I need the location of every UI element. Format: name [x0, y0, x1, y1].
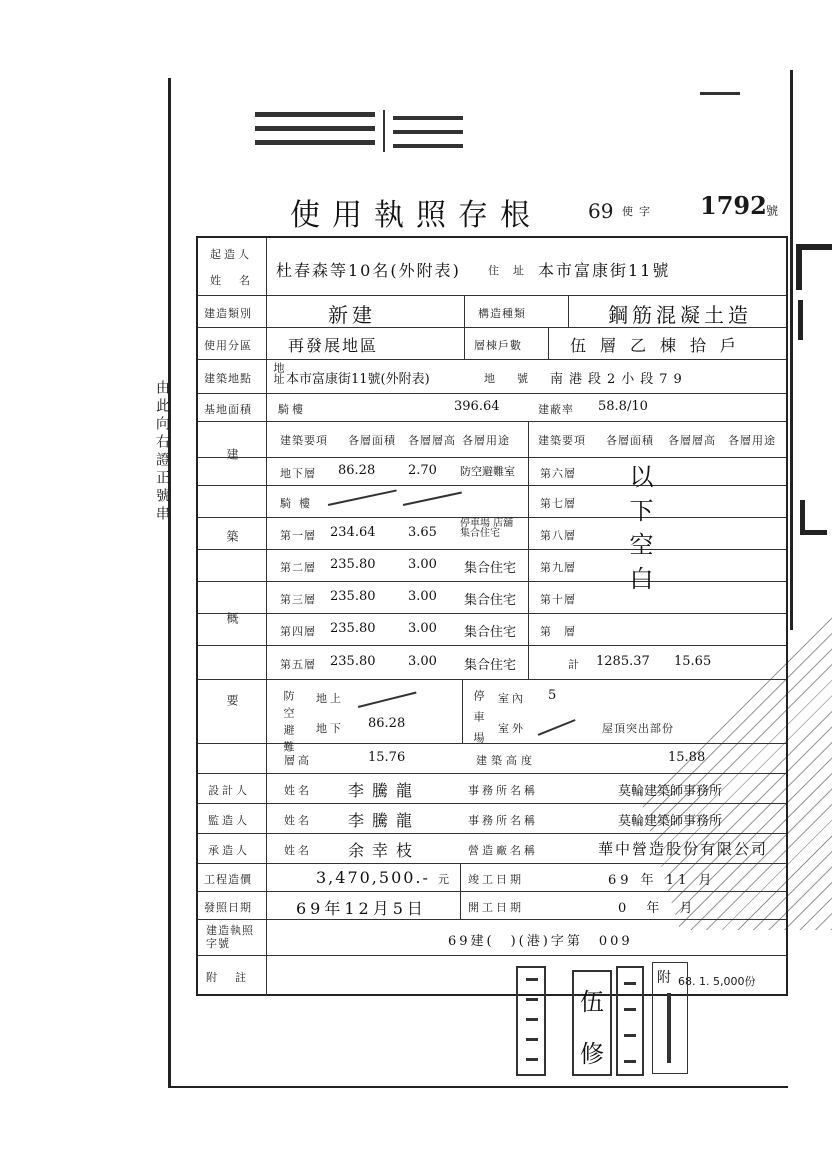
stamp-char-xiu: 修 — [580, 1040, 604, 1068]
suffix-char: 號 — [766, 204, 779, 218]
vertical-stamp-left — [516, 966, 546, 1076]
build-type-value: 新建 — [328, 303, 376, 327]
floor-height: 15.76 — [368, 750, 406, 765]
row-base-area: 基地面積 騎樓 396.64 建蔽率 58.8/10 — [198, 394, 786, 422]
row-site: 建築地點 地址 本市富康街11號(外附表) 地號 南港段2小段79 — [198, 360, 786, 394]
blank-below-note: 以下空白 — [625, 464, 653, 600]
prefix-char: 使字 — [622, 205, 656, 218]
builder-address: 本市富康街11號 — [538, 261, 671, 280]
supervisor-firm: 莫輪建築師事務所 — [618, 814, 723, 829]
form-title: 使用執照存根 — [290, 198, 542, 233]
contractor-name: 余幸枝 — [348, 841, 421, 860]
row-contractor: 承造人 姓名 余幸枝 營造廠名稱 華中營造股份有限公司 — [198, 834, 786, 864]
row-height: 層高 15.76 建築高度 15.88 — [198, 744, 786, 774]
group-label: 建築概要 — [225, 448, 239, 776]
row-basement: 地下層 86.28 2.70 防空避難室 第六層 — [198, 458, 786, 486]
page-bottom-border — [168, 1086, 788, 1088]
scan-mark — [700, 92, 740, 95]
row-cost: 工程造價 3,470,500.- 元 竣工日期 69 年 11 月 — [198, 864, 786, 892]
site-address: 本市富康街11號(外附表) — [286, 372, 430, 387]
vertical-stamp-mid — [616, 966, 644, 1076]
row-attic: 騎樓 第七層 — [198, 486, 786, 518]
row-floor-3: 第三層 235.80 3.00 集合住宅 第十層 — [198, 582, 786, 614]
row-column-headers: 建築要項 各層面積 各層層高 各層用途 建築要項 各層面積 各層層高 各層用途 — [198, 422, 786, 458]
seal-char: 附 — [657, 970, 671, 986]
row-supervisor: 監造人 姓名 李騰龍 事務所名稱 莫輪建築師事務所 — [198, 804, 786, 834]
stamp-char-wu: 伍 — [580, 988, 604, 1016]
row-floor-2: 第二層 235.80 3.00 集合住宅 第九層 — [198, 550, 786, 582]
finish-date: 69 年 11 月 — [608, 873, 716, 888]
right-margin-mark-2 — [798, 300, 829, 340]
supervisor-name: 李騰龍 — [348, 811, 421, 830]
row-builder: 起造人 姓名 杜春森等10名(外附表) 住址 本市富康街11號 — [198, 238, 786, 296]
total-area: 1285.37 — [596, 654, 650, 669]
right-margin-mark-1 — [796, 244, 832, 290]
row-floor-5: 第五層 235.80 3.00 集合住宅 計 1285.37 15.65 — [198, 646, 786, 680]
right-border — [790, 70, 793, 630]
coverage-value: 58.8/10 — [598, 399, 648, 414]
row-zone: 使用分區 再發展地區 層棟戶數 伍層乙棟拾戶 — [198, 328, 786, 360]
start-date: 0 年 月 — [618, 901, 701, 916]
left-margin-text: 由此向右證正號串 — [154, 380, 170, 524]
builder-name: 杜春森等10名(外附表) — [276, 261, 461, 280]
right-margin-mark-3 — [800, 500, 827, 535]
wu-xiu-stamp — [572, 970, 612, 1076]
print-run-note: 68. 1. 5,000份 — [678, 975, 756, 988]
serial-number: 1792 — [700, 191, 767, 220]
cost-value: 3,470,500.- — [316, 868, 430, 887]
row-permit: 建造執照字號 69建( )(港)字第 009 — [198, 920, 786, 956]
row-floor-4: 第四層 235.80 3.00 集合住宅 第 層 — [198, 614, 786, 646]
parking-indoor: 5 — [548, 688, 557, 703]
shelter-under-area: 86.28 — [368, 716, 406, 731]
permit-number: 69建( )(港)字第 009 — [448, 934, 633, 949]
structure-value: 鋼筋混凝土造 — [608, 303, 752, 327]
floors-value: 伍層乙棟拾戶 — [570, 336, 751, 355]
year-code: 69 — [588, 199, 614, 223]
issue-date: 69年12月5日 — [296, 899, 427, 918]
signature-seal — [652, 962, 688, 1074]
building-height: 15.88 — [668, 750, 706, 765]
permit-form — [196, 236, 788, 996]
row-issue: 發照日期 69年12月5日 開工日期 0 年 月 — [198, 892, 786, 920]
site-lot: 南港段2小段79 — [550, 372, 688, 387]
row-build-type: 建造類別 新建 構造種類 鋼筋混凝土造 — [198, 296, 786, 328]
designer-name: 李騰龍 — [348, 781, 421, 800]
zone-value: 再發展地區 — [288, 336, 379, 355]
header-stamp-block — [255, 110, 470, 158]
contractor-company: 華中營造股份有限公司 — [598, 840, 769, 858]
total-height: 15.65 — [674, 654, 712, 669]
designer-firm: 莫輪建築師事務所 — [618, 784, 723, 799]
row-shelter: 防空避難 地上 地下 86.28 停車場 室內 5 室外 屋頂突出部份 — [198, 680, 786, 744]
row-note: 附註 — [198, 956, 786, 996]
base-area-other: 396.64 — [454, 399, 500, 414]
row-designer: 設計人 姓名 李騰龍 事務所名稱 莫輪建築師事務所 — [198, 774, 786, 804]
row-floor-1: 第一層 234.64 3.65 停車場 店舖 集合住宅 第八層 — [198, 518, 786, 550]
page-left-border — [168, 78, 171, 1088]
